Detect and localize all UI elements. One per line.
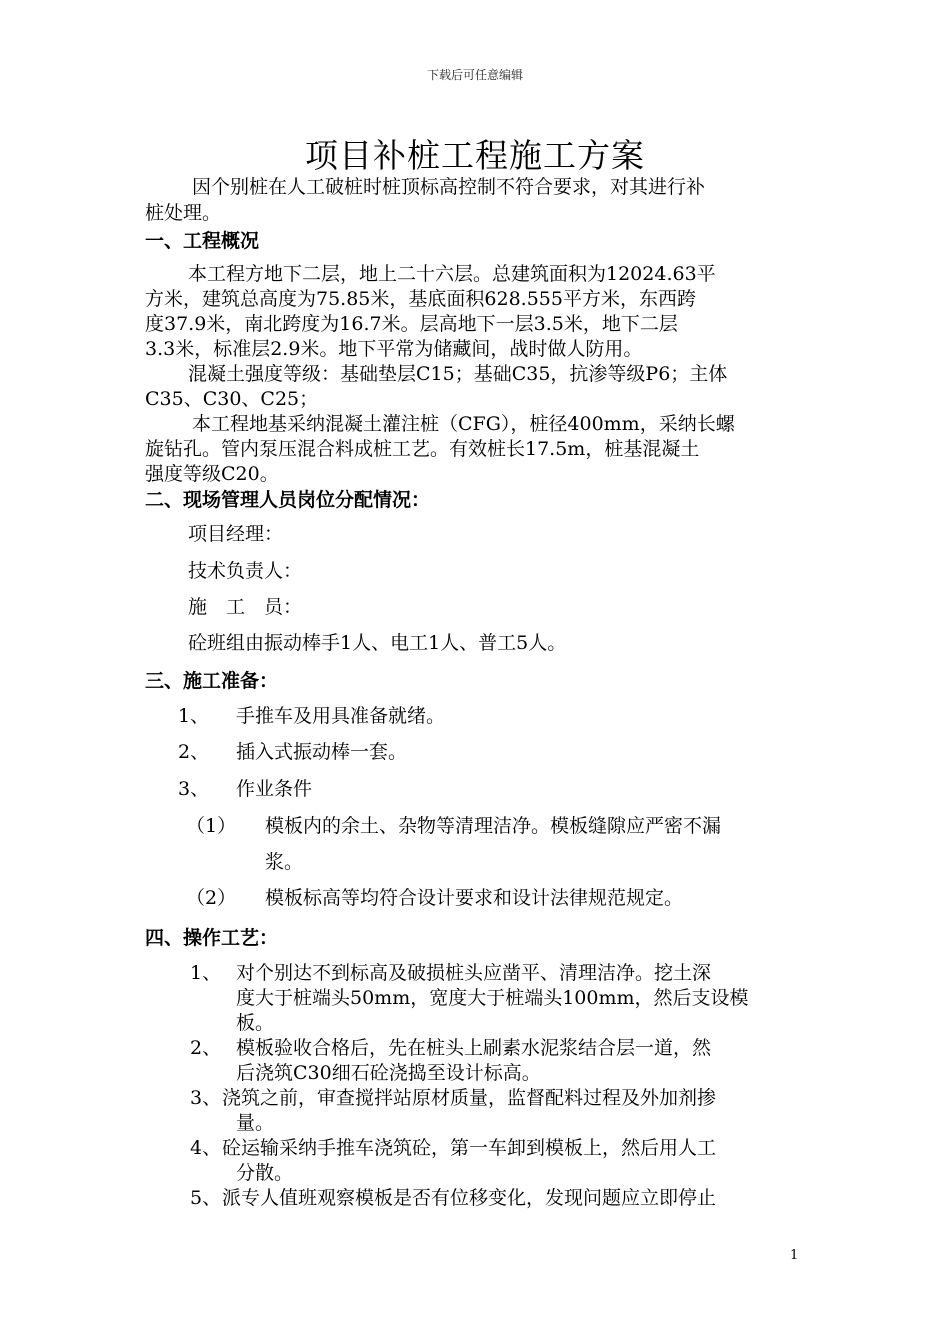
list-item: 后浇筑C30细石砼浇捣至设计标高。 bbox=[236, 1062, 541, 1084]
list-number: 1、 bbox=[190, 962, 222, 984]
sublist-number: （2） bbox=[186, 887, 237, 909]
section-heading: 二、现场管理人员岗位分配情况： bbox=[145, 489, 431, 511]
paragraph-line: 强度等级C20。 bbox=[145, 463, 279, 485]
list-number: 4、 bbox=[190, 1137, 222, 1159]
list-number: 5、 bbox=[190, 1187, 222, 1209]
list-item: 度大于桩端头50mm，宽度大于桩端头100mm，然后支设模 bbox=[236, 987, 749, 1009]
document-title: 项目补桩工程施工方案 bbox=[305, 136, 645, 175]
list-item: 浇筑之前，审查搅拌站原材质量，监督配料过程及外加剂掺 bbox=[222, 1087, 717, 1109]
list-item: 量。 bbox=[236, 1112, 275, 1134]
intro-line: 桩处理。 bbox=[145, 202, 222, 224]
paragraph-line: C35、C30、C25； bbox=[145, 388, 319, 410]
list-number: 2、 bbox=[190, 1037, 222, 1059]
section-heading: 一、工程概况 bbox=[145, 230, 260, 252]
paragraph-line: 混凝土强度等级：基础垫层C15；基础C35，抗渗等级P6；主体 bbox=[188, 363, 728, 385]
list-item: 施 工 员： bbox=[188, 596, 303, 618]
list-item: 砼运输采纳手推车浇筑砼，第一车卸到模板上，然后用人工 bbox=[222, 1137, 717, 1159]
list-item: 派专人值班观察模板是否有位移变化，发现问题应立即停止 bbox=[222, 1187, 717, 1209]
sublist-item: 模板内的余土、杂物等清理洁净。模板缝隙应严密不漏 bbox=[265, 815, 722, 837]
sublist-item: 模板标高等均符合设计要求和设计法律规范规定。 bbox=[265, 887, 684, 909]
list-item: 插入式振动棒一套。 bbox=[236, 741, 408, 763]
list-item: 模板验收合格后，先在桩头上刷素水泥浆结合层一道，然 bbox=[236, 1037, 712, 1059]
list-number: 1、 bbox=[178, 705, 210, 727]
list-number: 3、 bbox=[190, 1087, 222, 1109]
list-item: 分散。 bbox=[236, 1162, 294, 1184]
list-item: 项目经理： bbox=[188, 523, 284, 545]
sublist-number: （1） bbox=[186, 815, 237, 837]
section-heading: 三、施工准备： bbox=[145, 670, 279, 692]
list-item: 技术负责人： bbox=[188, 560, 303, 582]
page-header: 下载后可任意编辑 bbox=[426, 68, 523, 82]
paragraph-line: 3.3米，标准层2.9米。地下平常为储藏间，战时做人防用。 bbox=[145, 338, 643, 360]
paragraph-line: 本工程方地下二层，地上二十六层。总建筑面积为12024.63平 bbox=[188, 263, 716, 285]
paragraph-line: 度37.9米，南北跨度为16.7米。层高地下一层3.5米，地下二层 bbox=[145, 313, 678, 335]
sublist-item: 浆。 bbox=[265, 851, 304, 873]
intro-line: 因个别桩在人工破桩时桩顶标高控制不符合要求，对其进行补 bbox=[192, 176, 706, 198]
section-heading: 四、操作工艺： bbox=[145, 927, 279, 949]
list-item: 手推车及用具准备就绪。 bbox=[236, 705, 446, 727]
list-item: 作业条件 bbox=[236, 778, 313, 800]
paragraph-line: 方米，建筑总高度为75.85米，基底面积628.555平方米，东西跨 bbox=[145, 288, 696, 310]
page-number: 1 bbox=[790, 1248, 799, 1263]
list-number: 3、 bbox=[178, 778, 210, 800]
list-item: 板。 bbox=[236, 1012, 275, 1034]
list-number: 2、 bbox=[178, 741, 210, 763]
paragraph-line: 旋钻孔。管内泵压混合料成桩工艺。有效桩长17.5m，桩基混凝土 bbox=[145, 438, 700, 460]
list-item: 砼班组由振动棒手1人、电工1人、普工5人。 bbox=[188, 632, 567, 654]
paragraph-line: 本工程地基采纳混凝土灌注桩（CFG），桩径400mm，采纳长螺 bbox=[192, 413, 735, 435]
list-item: 对个别达不到标高及破损桩头应凿平、清理洁净。挖土深 bbox=[236, 962, 712, 984]
